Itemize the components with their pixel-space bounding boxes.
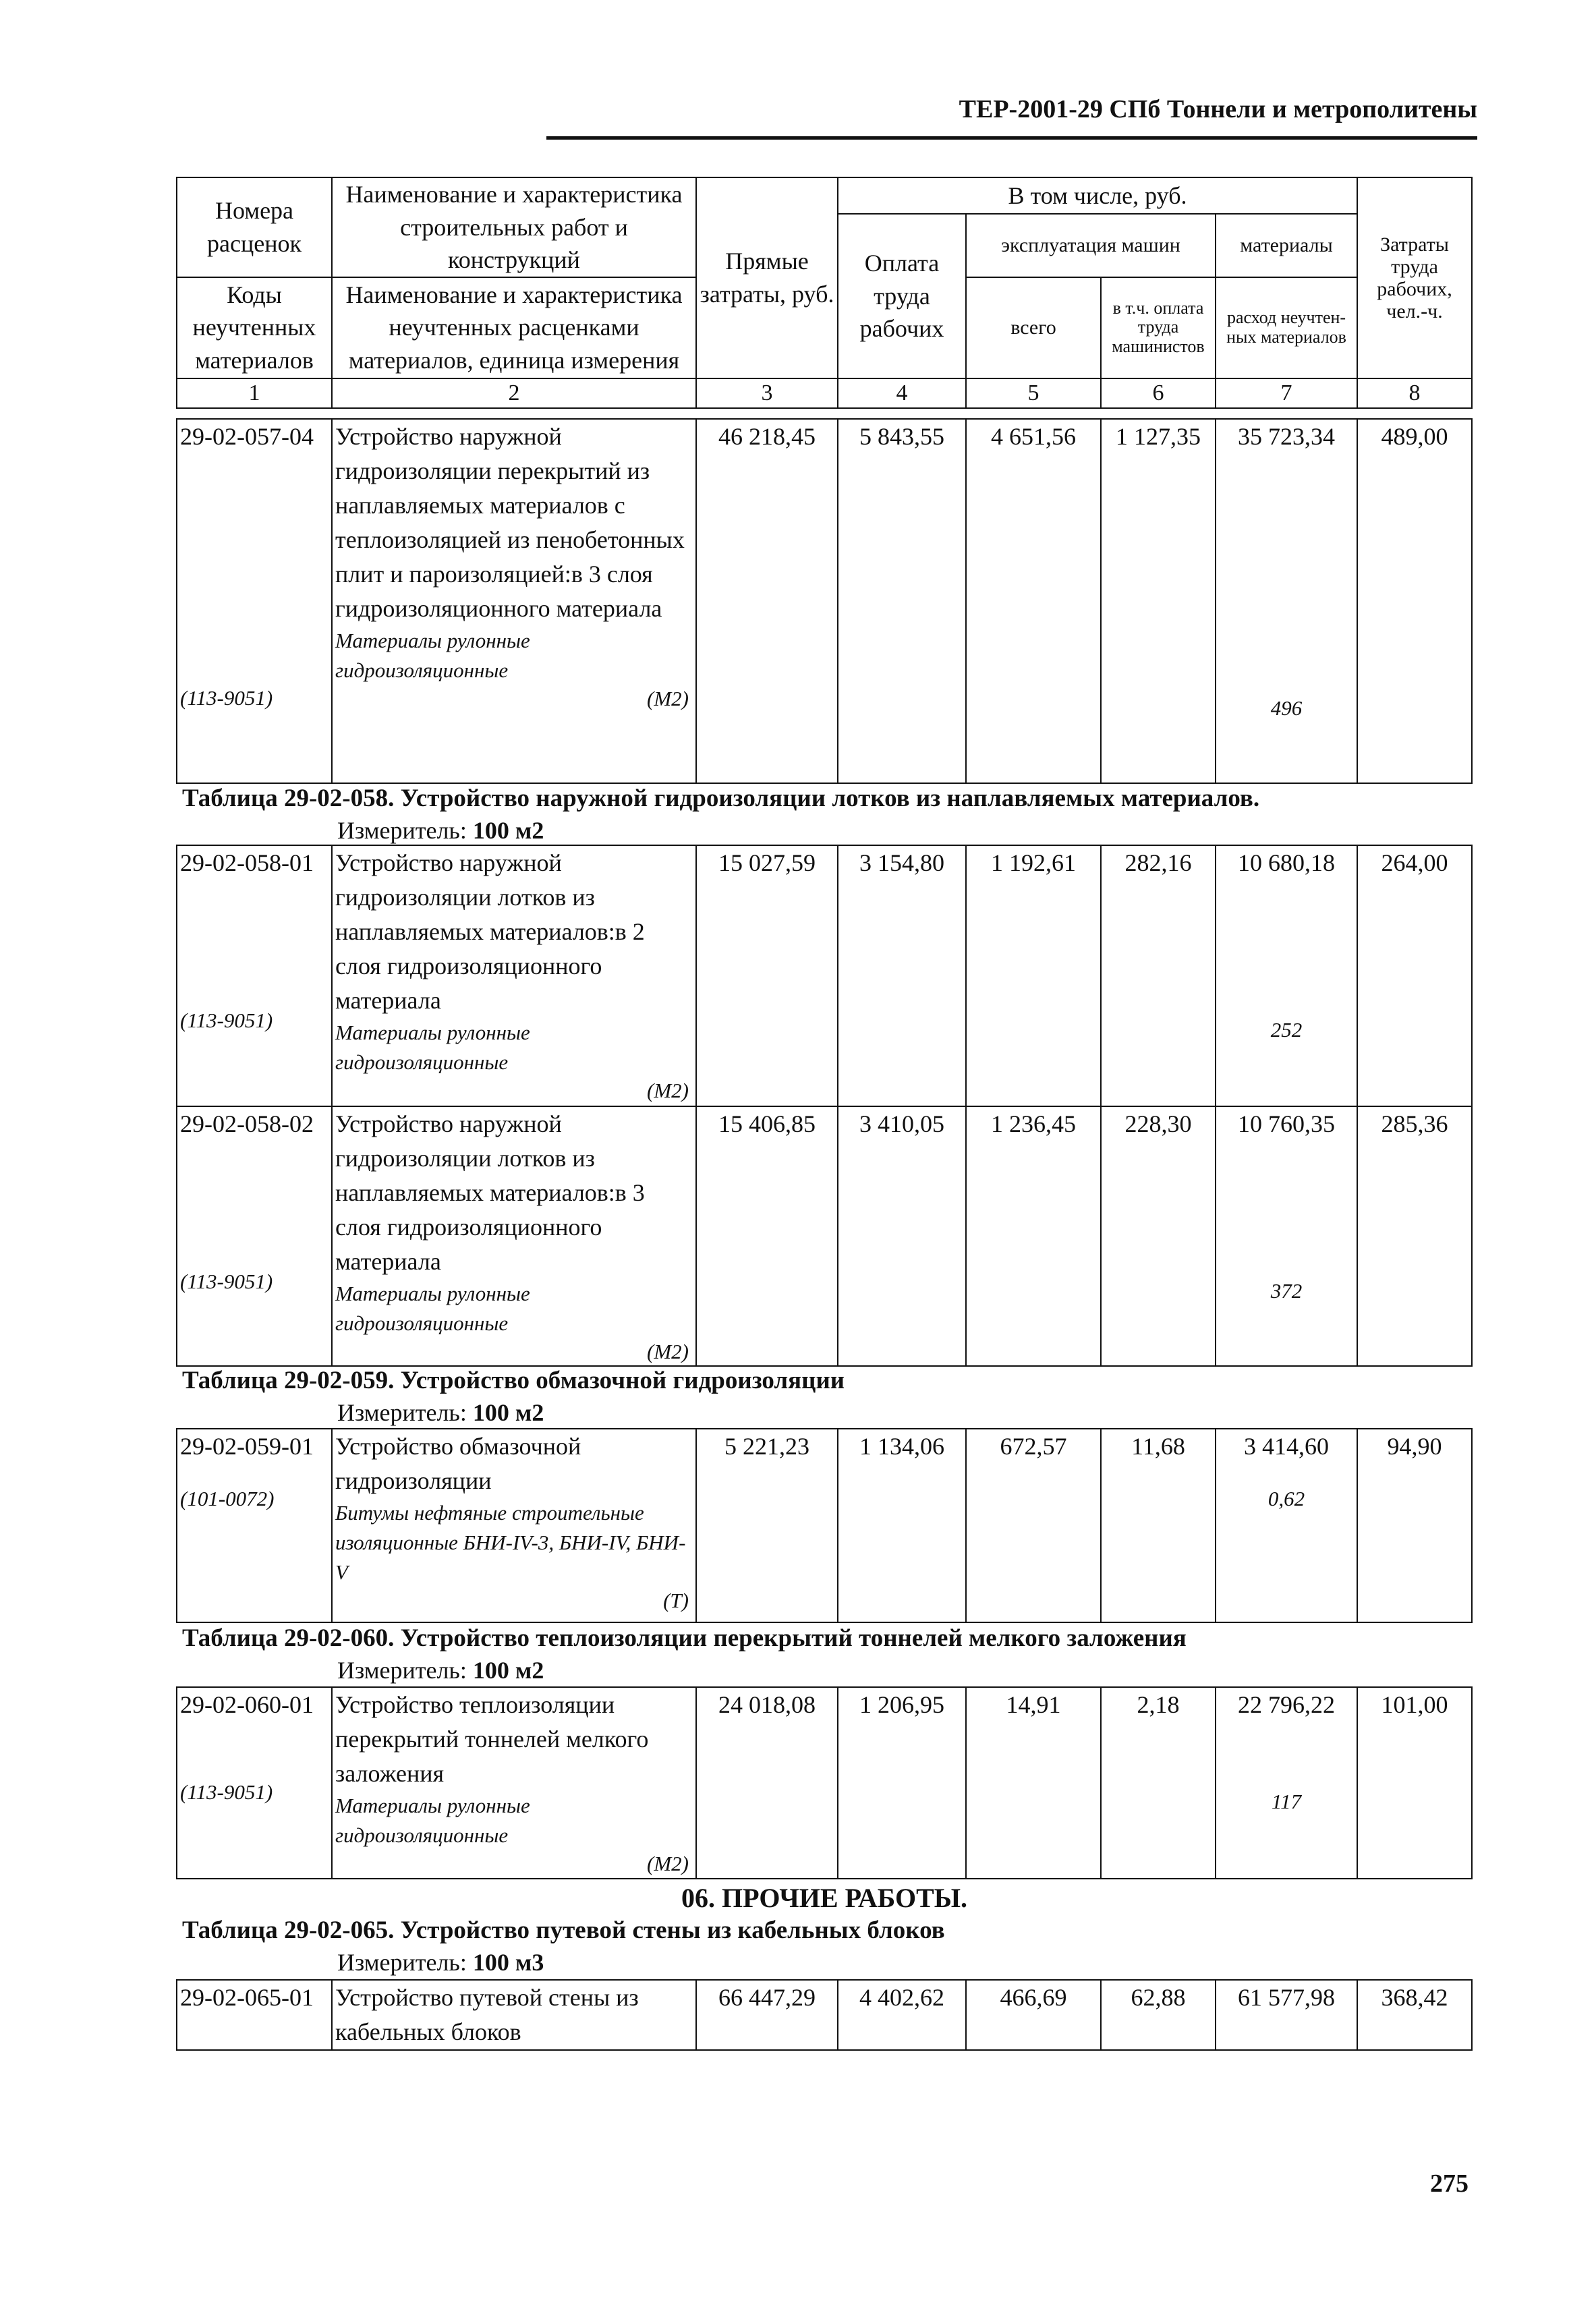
labor-hours: 285,36: [1357, 1106, 1472, 1366]
rate-code: 29-02-059-01: [180, 1433, 314, 1460]
rate-code: 29-02-058-02: [180, 1110, 314, 1137]
materials-cost: 3 414,60: [1244, 1433, 1329, 1460]
material-quantity: 117: [1271, 1790, 1302, 1813]
measure-060: [337, 1656, 544, 1684]
col1-header-a: Номера расценок: [177, 177, 332, 277]
labor-cost: 4 402,62: [838, 1980, 966, 2050]
measure-unit: 100 м2: [472, 817, 544, 844]
work-name: Устройство теплоизоляции перекрытий тоннелей мелкого заложения: [335, 1691, 649, 1787]
materials-header: материалы: [1216, 214, 1357, 277]
material-name: Материалы рулонные гидроизоляционные: [335, 629, 530, 682]
table-row: [177, 845, 1472, 1106]
material-unit: (М2): [647, 1340, 689, 1363]
material-name: Материалы рулонные гидроизоляционные: [335, 1282, 530, 1335]
machine-cost: 466,69: [966, 1980, 1101, 2050]
rate-table-060: [176, 1686, 1473, 1879]
machinist-labor-cost: 1 127,35: [1101, 419, 1216, 783]
col1-header-b: Коды неучтенных материалов: [177, 277, 332, 378]
col-number: 3: [696, 378, 838, 409]
measure-label: Измеритель:: [337, 1949, 467, 1976]
machine-cost: 1 236,45: [966, 1106, 1101, 1366]
material-name: Материалы рулонные гидроизоляционные: [335, 1794, 530, 1847]
work-name: Устройство путевой стены из кабельных блоков: [332, 1980, 696, 2050]
materials-cost: 10 680,18: [1238, 849, 1335, 876]
table-title-059: Таблица 29-02-059. Устройство обмазочной гидроизоляции: [182, 1367, 845, 1394]
col-number: 2: [332, 378, 696, 409]
direct-cost: 66 447,29: [696, 1980, 838, 2050]
col-number: 8: [1357, 378, 1472, 409]
labor-cost: 5 843,55: [838, 419, 966, 783]
running-title: ТЕР-2001-29 СПб Тоннели и метрополитены: [959, 95, 1477, 123]
rate-code: 29-02-060-01: [180, 1691, 314, 1718]
col8-header: Затраты труда рабочих, чел.-ч.: [1357, 177, 1472, 378]
work-name: Устройство наружной гидроизоляции лотков из наплавляемых материалов:в 2 слоя гидроизоляционного материала: [335, 849, 645, 1014]
labor-hours: 368,42: [1357, 1980, 1472, 2050]
materials-cost: 22 796,22: [1238, 1691, 1335, 1718]
direct-cost: 46 218,45: [696, 419, 838, 783]
table-title-065: Таблица 29-02-065. Устройство путевой стены из кабельных блоков: [182, 1916, 945, 1944]
rate-code: 29-02-058-01: [180, 849, 314, 876]
measure-unit: 100 м2: [472, 1399, 544, 1426]
rate-table-065: [176, 1979, 1473, 2051]
work-name: Устройство наружной гидроизоляции перекрытий из наплавляемых материалов с теплоизоляцией из пенобетонных плит и пароизоляцией:в 3 слоя гидроизоляционного материала: [335, 423, 685, 622]
col-number: 4: [838, 378, 966, 409]
measure-065: [337, 1948, 544, 1977]
materials-cost: 35 723,34: [1238, 423, 1335, 450]
group-header: В том числе, руб.: [838, 177, 1357, 214]
material-quantity: 252: [1270, 1018, 1303, 1042]
material-code: (101-0072): [180, 1487, 275, 1510]
measure-058: [337, 816, 544, 845]
measure-unit: 100 м2: [472, 1657, 544, 1684]
machinist-labor-cost: 11,68: [1101, 1429, 1216, 1622]
measure-059: [337, 1398, 544, 1427]
measure-label: Измеритель:: [337, 1657, 467, 1684]
material-unit: (М2): [647, 1852, 689, 1875]
table-title-060: Таблица 29-02-060. Устройство теплоизоляции перекрытий тоннелей мелкого заложения: [182, 1624, 1187, 1652]
header-rule: [546, 136, 1477, 140]
direct-cost: 5 221,23: [696, 1429, 838, 1622]
rate-table-059: [176, 1428, 1473, 1623]
machinist-labor-cost: 2,18: [1101, 1687, 1216, 1879]
machinist-labor-cost: 228,30: [1101, 1106, 1216, 1366]
labor-hours: 264,00: [1357, 845, 1472, 1106]
direct-cost: 15 027,59: [696, 845, 838, 1106]
labor-hours: 101,00: [1357, 1687, 1472, 1879]
col-number: 5: [966, 378, 1101, 409]
rate-code: 29-02-057-04: [180, 423, 314, 450]
material-code: (113-9051): [180, 686, 273, 710]
section-heading: 06. ПРОЧИЕ РАБОТЫ.: [681, 1883, 968, 1913]
labor-cost: 3 154,80: [838, 845, 966, 1106]
rate-table-058: [176, 845, 1473, 1367]
table-title-058: Таблица 29-02-058. Устройство наружной гидроизоляции лотков из наплавляемых материалов.: [182, 785, 1260, 812]
col7-header: расход неучтен-ных материалов: [1216, 277, 1357, 378]
col2-header-a: Наименование и характеристика строительных работ и конструкций: [332, 177, 696, 277]
machine-cost: 14,91: [966, 1687, 1101, 1879]
machinist-labor-cost: 282,16: [1101, 845, 1216, 1106]
material-name: Материалы рулонные гидроизоляционные: [335, 1021, 530, 1074]
machine-cost: 672,57: [966, 1429, 1101, 1622]
material-code: (113-9051): [180, 1780, 273, 1804]
direct-cost: 24 018,08: [696, 1687, 838, 1879]
measure-unit: 100 м3: [472, 1949, 544, 1976]
material-quantity: 0,62: [1267, 1487, 1305, 1510]
measure-label: Измеритель:: [337, 1399, 467, 1426]
header-table: [176, 177, 1473, 409]
labor-hours: 94,90: [1357, 1429, 1472, 1622]
col-number: 1: [177, 378, 332, 409]
materials-cost: 61 577,98: [1216, 1980, 1357, 2050]
work-name: Устройство наружной гидроизоляции лотков из наплавляемых материалов:в 3 слоя гидроизоляционного материала: [335, 1110, 645, 1275]
materials-cost: 10 760,35: [1238, 1110, 1335, 1137]
labor-cost: 1 134,06: [838, 1429, 966, 1622]
labor-cost: 3 410,05: [838, 1106, 966, 1366]
table-row: [177, 1980, 1472, 2050]
material-name: Битумы нефтяные строительные изоляционные БНИ-IV-3, БНИ-IV, БНИ-V: [335, 1501, 686, 1584]
col-number: 7: [1216, 378, 1357, 409]
page-number: 275: [1430, 2169, 1469, 2198]
machinist-labor-cost: 62,88: [1101, 1980, 1216, 2050]
col5-header: всего: [966, 277, 1101, 378]
table-row: [177, 1429, 1472, 1622]
col3-header: Прямые затраты, руб.: [696, 177, 838, 378]
machine-cost: 4 651,56: [966, 419, 1101, 783]
col4-header: Оплата труда рабочих: [838, 214, 966, 378]
table-row: [177, 1106, 1472, 1366]
material-unit: (Т): [663, 1589, 689, 1612]
table-row: [177, 419, 1472, 783]
material-quantity: 496: [1270, 696, 1303, 720]
work-name: Устройство обмазочной гидроизоляции: [335, 1433, 581, 1494]
material-unit: (М2): [647, 1079, 689, 1102]
material-unit: (М2): [647, 687, 689, 710]
material-quantity: 372: [1270, 1279, 1303, 1303]
col2-header-b: Наименование и характеристика неучтенных расценками материалов, единица измерения: [332, 277, 696, 378]
rate-code: 29-02-065-01: [177, 1980, 332, 2050]
labor-hours: 489,00: [1357, 419, 1472, 783]
col6-header: в т.ч. оплата труда машинистов: [1101, 277, 1216, 378]
col-number: 6: [1101, 378, 1216, 409]
material-code: (113-9051): [180, 1270, 273, 1293]
table-row: [177, 1687, 1472, 1879]
direct-cost: 15 406,85: [696, 1106, 838, 1366]
material-code: (113-9051): [180, 1008, 273, 1032]
measure-label: Измеритель:: [337, 817, 467, 844]
labor-cost: 1 206,95: [838, 1687, 966, 1879]
machine-cost: 1 192,61: [966, 845, 1101, 1106]
machines-header: эксплуатация машин: [966, 214, 1216, 277]
rate-table-057-04: [176, 418, 1473, 784]
